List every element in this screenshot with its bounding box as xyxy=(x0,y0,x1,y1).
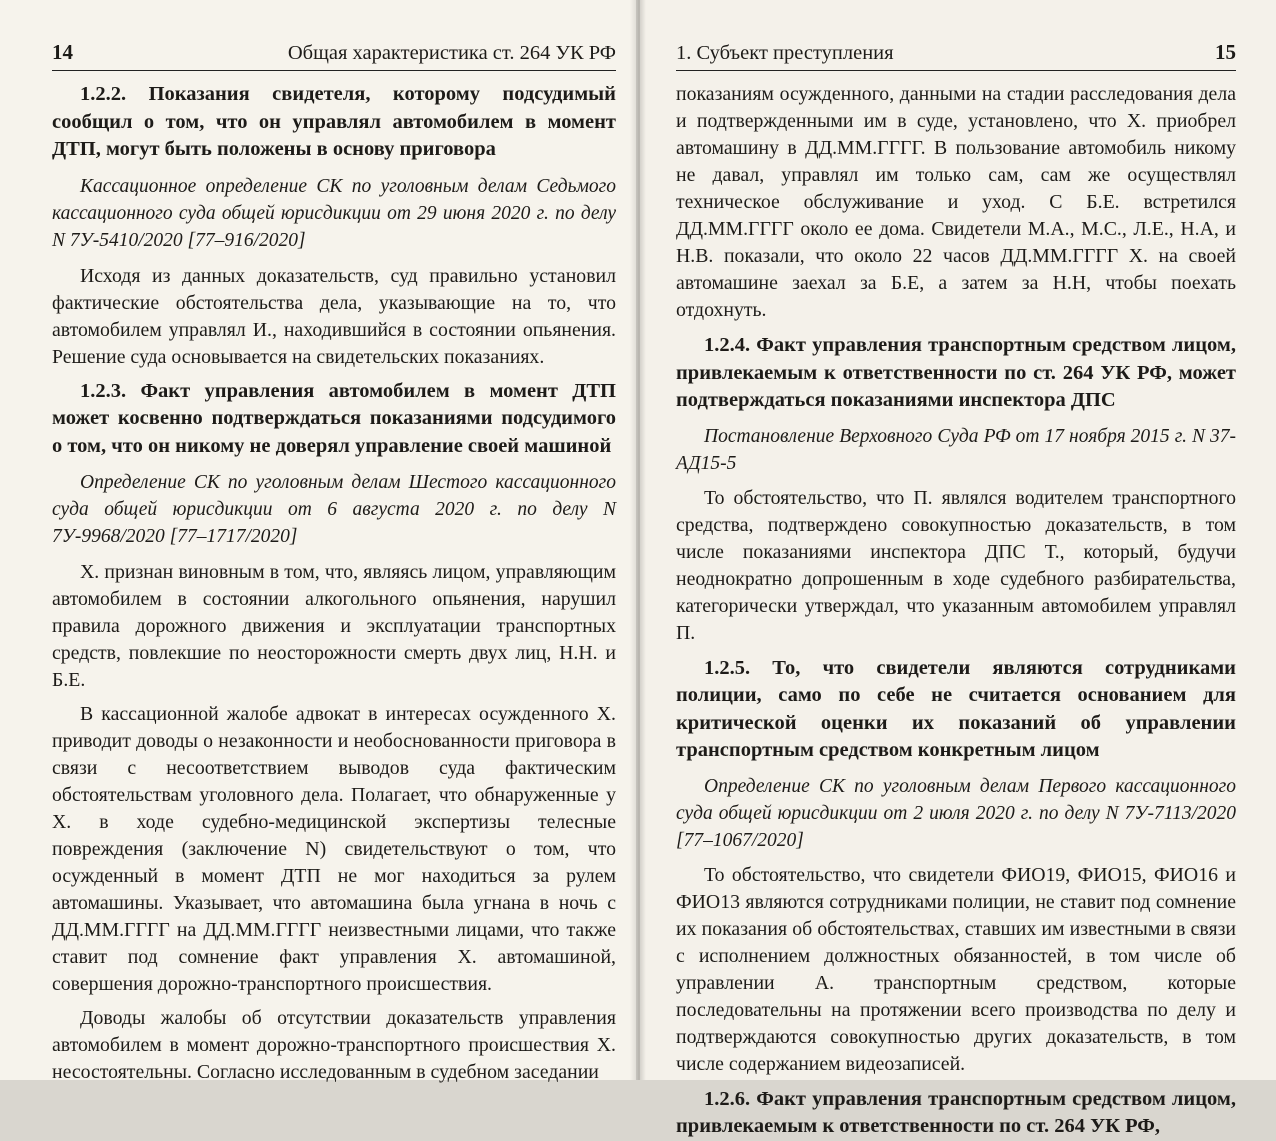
section-heading-1-2-5: 1.2.5. То, что свидетели являются сотрудниками полиции, само по себе не считается основанием для критической оценки их показаний об управлении транспортным средством конкретным лицом xyxy=(676,656,1236,761)
section-heading-1-2-4: 1.2.4. Факт управления транспортным средством лицом, привлекаемым к ответственности по ст. 264 УК РФ, может подтверждаться показаниями инспектора ДПС xyxy=(676,334,1236,411)
left-running-header xyxy=(52,40,616,71)
case-citation: Постановление Верховного Суда РФ от 17 ноября 2015 г. N 37-АД15-5 xyxy=(676,425,1236,474)
running-title-left: Общая характеристика ст. 264 УК РФ xyxy=(287,42,616,64)
paragraph: Х. признан виновным в том, что, являясь лицом, управляющим автомобилем в состоянии алкогольного опьянения, нарушил правила дорожного движения и эксплуатации транспортных средств, повлекшие по неосторожности смерть двух лиц, Н.Н. и Б.Е. xyxy=(52,561,616,691)
running-title-right: 1. Субъект преступления xyxy=(676,42,894,64)
right-body xyxy=(676,81,1236,1141)
paragraph-continued: показаниям осужденного, данными на стадии расследования дела и подтвержденными им в суде, установлено, что Х. приобрел автомашину в ДД.ММ.ГГГГ. В пользование автомобиль никому не давал, управлял им только сам, сам же осуществлял техническое обслуживание и уход. С Б.Е. встретился ДД.ММ.ГГГГ около ее дома. Свидетели М.А., М.С., Л.Е., Н.А, и Н.В. показали, что около 22 часов ДД.ММ.ГГГГ Х. на своей автомашине заехал за Б.Е, а затем за Н.Н, чтобы поехать отдохнуть. xyxy=(676,83,1236,321)
paragraph: То обстоятельство, что свидетели ФИО19, ФИО15, ФИО16 и ФИО13 являются сотрудниками полиции, не ставит под сомнение их показания об обстоятельствах, ставших им известными в связи с исполнением должностных обязанностей, в том числе об управлении А. транспортным средством, которые последовательны на протяжении всего производства по делу и подтверждаются совокупностью других доказательств, в том числе содержанием видеозаписей. xyxy=(676,863,1236,1075)
section-heading-1-2-3: 1.2.3. Факт управления автомобилем в момент ДТП может косвенно подтверждаться показаниями подсудимого о том, что он никому не доверял управление своей машиной xyxy=(52,379,616,457)
paragraph: Доводы жалобы об отсутствии доказательств управления автомобилем в момент дорожно-транспортного происшествия Х. несостоятельны. Согласно исследованным в судебном заседании xyxy=(52,1007,616,1083)
section-heading-1-2-2: 1.2.2. Показания свидетеля, которому подсудимый сообщил о том, что он управлял автомобилем в момент ДТП, могут быть положены в основу приговора xyxy=(52,83,616,160)
section-heading-1-2-6: 1.2.6. Факт управления транспортным средством лицом, привлекаемым к ответственности по ст. 264 УК РФ, xyxy=(676,1087,1236,1137)
paragraph: То обстоятельство, что П. являлся водителем транспортного средства, подтверждено совокупностью доказательств, в том числе показаниями инспектора ДПС Т., который, будучи неоднократно допрошенным в ходе судебного разбирательства, категорически утверждал, что указанным автомобилем управлял П. xyxy=(676,486,1236,644)
paragraph: Исходя из данных доказательств, суд правильно установил фактические обстоятельства дела, указывающие на то, что автомобилем управлял И., находившийся в состоянии опьянения. Решение суда основывается на свидетельских показаниях. xyxy=(52,264,616,368)
case-citation: Определение СК по уголовным делам Первого кассационного суда общей юрисдикции от 2 июля 2020 г. по делу N 7У-7113/2020 [77–1067/2020] xyxy=(676,775,1236,851)
book-gutter xyxy=(630,0,646,1080)
right-page xyxy=(640,0,1276,1137)
page-number-14: 14 xyxy=(52,40,73,64)
right-running-header xyxy=(676,40,1236,71)
left-page xyxy=(0,0,636,1083)
left-body xyxy=(52,81,616,1086)
paragraph: В кассационной жалобе адвокат в интересах осужденного Х. приводит доводы о незаконности и необоснованности приговора в связи с несоответствием выводов суда фактическим обстоятельствам уголовного дела. Полагает, что обнаруженные у Х. в ходе судебно-медицинской экспертизы телесные повреждения (заключение N) свидетельствуют о том, что осужденный в момент ДТП не мог находиться за рулем автомашины. Указывает, что автомашина была угнана в ночь с ДД.ММ.ГГГГ на ДД.ММ.ГГГГ неизвестными лицами, что также ставит под сомнение факт управления Х. автомашиной, совершения дорожно-транспортного происшествия. xyxy=(52,703,616,995)
case-citation: Определение СК по уголовным делам Шестого кассационного суда общей юрисдикции от 6 августа 2020 г. по делу N 7У-9968/2020 [77–1717/2020] xyxy=(52,472,616,547)
case-citation: Кассационное определение СК по уголовным делам Седьмого кассационного суда общей юрисдикции от 29 июня 2020 г. по делу N 7У-5410/2020 [77–916/2020] xyxy=(52,175,616,251)
page-number-15: 15 xyxy=(1215,40,1236,64)
